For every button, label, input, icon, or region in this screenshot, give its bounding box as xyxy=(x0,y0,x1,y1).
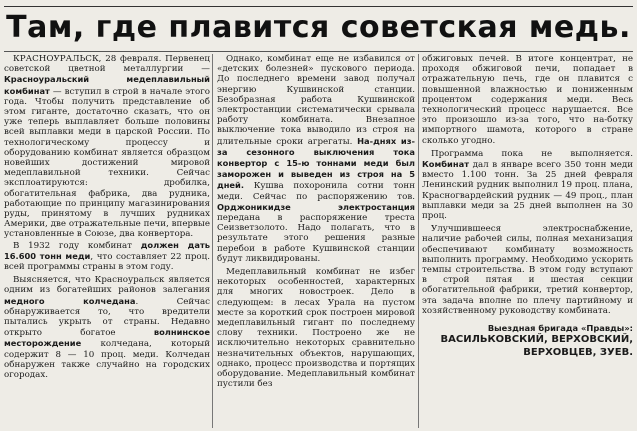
paragraph: обжиговых печей. В итоге концентрат, не проходя обжиговой печи, попадает в отражательную печь, где он плавится с повышенной влажностью и пониженным процентом содержания меди. Весь технологический процесс нарушается. Все это произошло из-за того, что на-ботку импортного шамота, которого в стране сколько угодно. xyxy=(422,54,633,146)
column-divider xyxy=(212,54,213,428)
headline: Там, где плавится советская медь. xyxy=(6,10,631,45)
text-run: Выясняется, что Красноуральск является одним из богатейших районов залегания xyxy=(4,275,210,296)
text-run: колчедана, который содержит 8 — 10 проц. меди. Колчедан обнаружен также случайно на городских огородах. xyxy=(4,339,210,381)
bold-text-run: волнинское месторождение xyxy=(4,327,210,349)
dateline: КРАСНОУРАЛЬСК, 28 февраля. xyxy=(13,54,162,64)
text-run: Однако, комбинат еще не избавился от «детских болезней» пускового периода. До последнего времени завод получал энергию Кушвинской станции. Безобразная работа Кушвинской электростанции систематически срывала работу комбината. Внезапное выключение тока выводило из строя на длительные сроки агрегаты. xyxy=(217,54,415,147)
text-run: дал в январе всего 350 тонн меди вместо 1.100 тонн. За 25 дней февраля Ленинский рудник выполнил 19 проц. плана, Красногвардейский рудник — 49 проц., план выплавки меди за 25 дней выполнен на 30 проц. xyxy=(422,160,633,222)
paragraph xyxy=(4,240,210,273)
article-column-1 xyxy=(4,54,210,429)
text-run: Кушва похоронила сотни тонн меди. Сейчас по распоряжению тов. xyxy=(217,181,415,202)
text-run: передана в распоряжение треста Сеизветзолото. Надо полагать, что в результате этого решения разные перебои в работе Кушвинской станции будут ликвидированы. xyxy=(217,213,415,264)
bold-text-run: Орджоникидзе электростанция xyxy=(217,201,415,212)
text-run: Первенец советской цветной металлургии — xyxy=(4,54,210,75)
column-divider xyxy=(418,54,419,428)
paragraph xyxy=(4,54,210,240)
article-column-2 xyxy=(217,54,415,429)
bold-text-run: медного колчедана xyxy=(4,295,136,306)
byline-names: ВАСИЛЬКОВСКИЙ, ВЕРХОВСКИЙ, xyxy=(440,334,633,346)
paragraph xyxy=(4,275,210,380)
bold-text-run: Комбинат xyxy=(422,159,470,170)
article-column-3 xyxy=(422,54,633,429)
bold-text-run: должен дать 16.600 тонн меди xyxy=(4,239,210,261)
paragraph: Медеплавильный комбинат не избег некоторых особенностей, характерных для многих новостроек. Дело в следующем: в лесах Урала на пустом месте за короткий срок построен мировой медеплавильный гигант по последнему слову техники. Построено же не исключительно некоторых сравнительно незначительных объектов, нарушающих, однако, процесс производства и портящих оборудование. Медеплавильный комбинат пустили без xyxy=(217,267,415,390)
headline-rule xyxy=(4,51,633,52)
text-run: — вступил в строй в начале этого года. Чтобы получить представление об этом гиганте, достаточно сказать, что он уже теперь выплавляет больше половины всей выплавки меди в царской России. По технологическому процессу и оборудованию комбинат является образцом новейших достижений мировой медеплавильной техники. Сейчас эксплоатируются: дробилка, обогатительная фабрика, два рудника, работающие по принципу магазинирования руды, принятому в лучших рудниках Америки, две отражательные печи, впервые установленные в Союзе, два конвертора. xyxy=(4,86,210,240)
paragraph xyxy=(422,149,633,221)
text-run: Программа пока не выполняется. xyxy=(431,148,633,159)
text-run: . Сейчас обнаруживается то, что вредители пытались укрыть от страны. Недавно открыто богатое xyxy=(4,296,210,339)
text-run: , что составляет 22 проц. всей программы страны в этом году. xyxy=(4,251,210,273)
bold-text-run: Красноуральский медеплавильный комбинат xyxy=(4,74,210,96)
paragraph xyxy=(217,54,415,264)
top-rule xyxy=(4,6,633,7)
paragraph: Улучшившееся электроснабжение, наличие рабочей силы, полная механизация обеспечивают комбинату возможность выполнить программу. Необходимо ускорить темпы строительства. В этом году вступают в строй пятая и шестая секции обогатительной фабрики, третий конвертор, эта задача вполне по плечу партийному и хозяйственному руководству комбината. xyxy=(422,224,633,316)
text-run: В 1932 году комбинат xyxy=(13,240,141,251)
byline-heading: Выездная бригада «Правды»: xyxy=(487,323,633,334)
byline-names: ВЕРХОВЦЕВ, ЗУЕВ. xyxy=(523,347,633,359)
bold-text-run: На-днях из-за сезонного выключения тока конвертор с 15-ю тоннами меди был заморожен и выведен из строя на 5 дней. xyxy=(217,135,415,191)
